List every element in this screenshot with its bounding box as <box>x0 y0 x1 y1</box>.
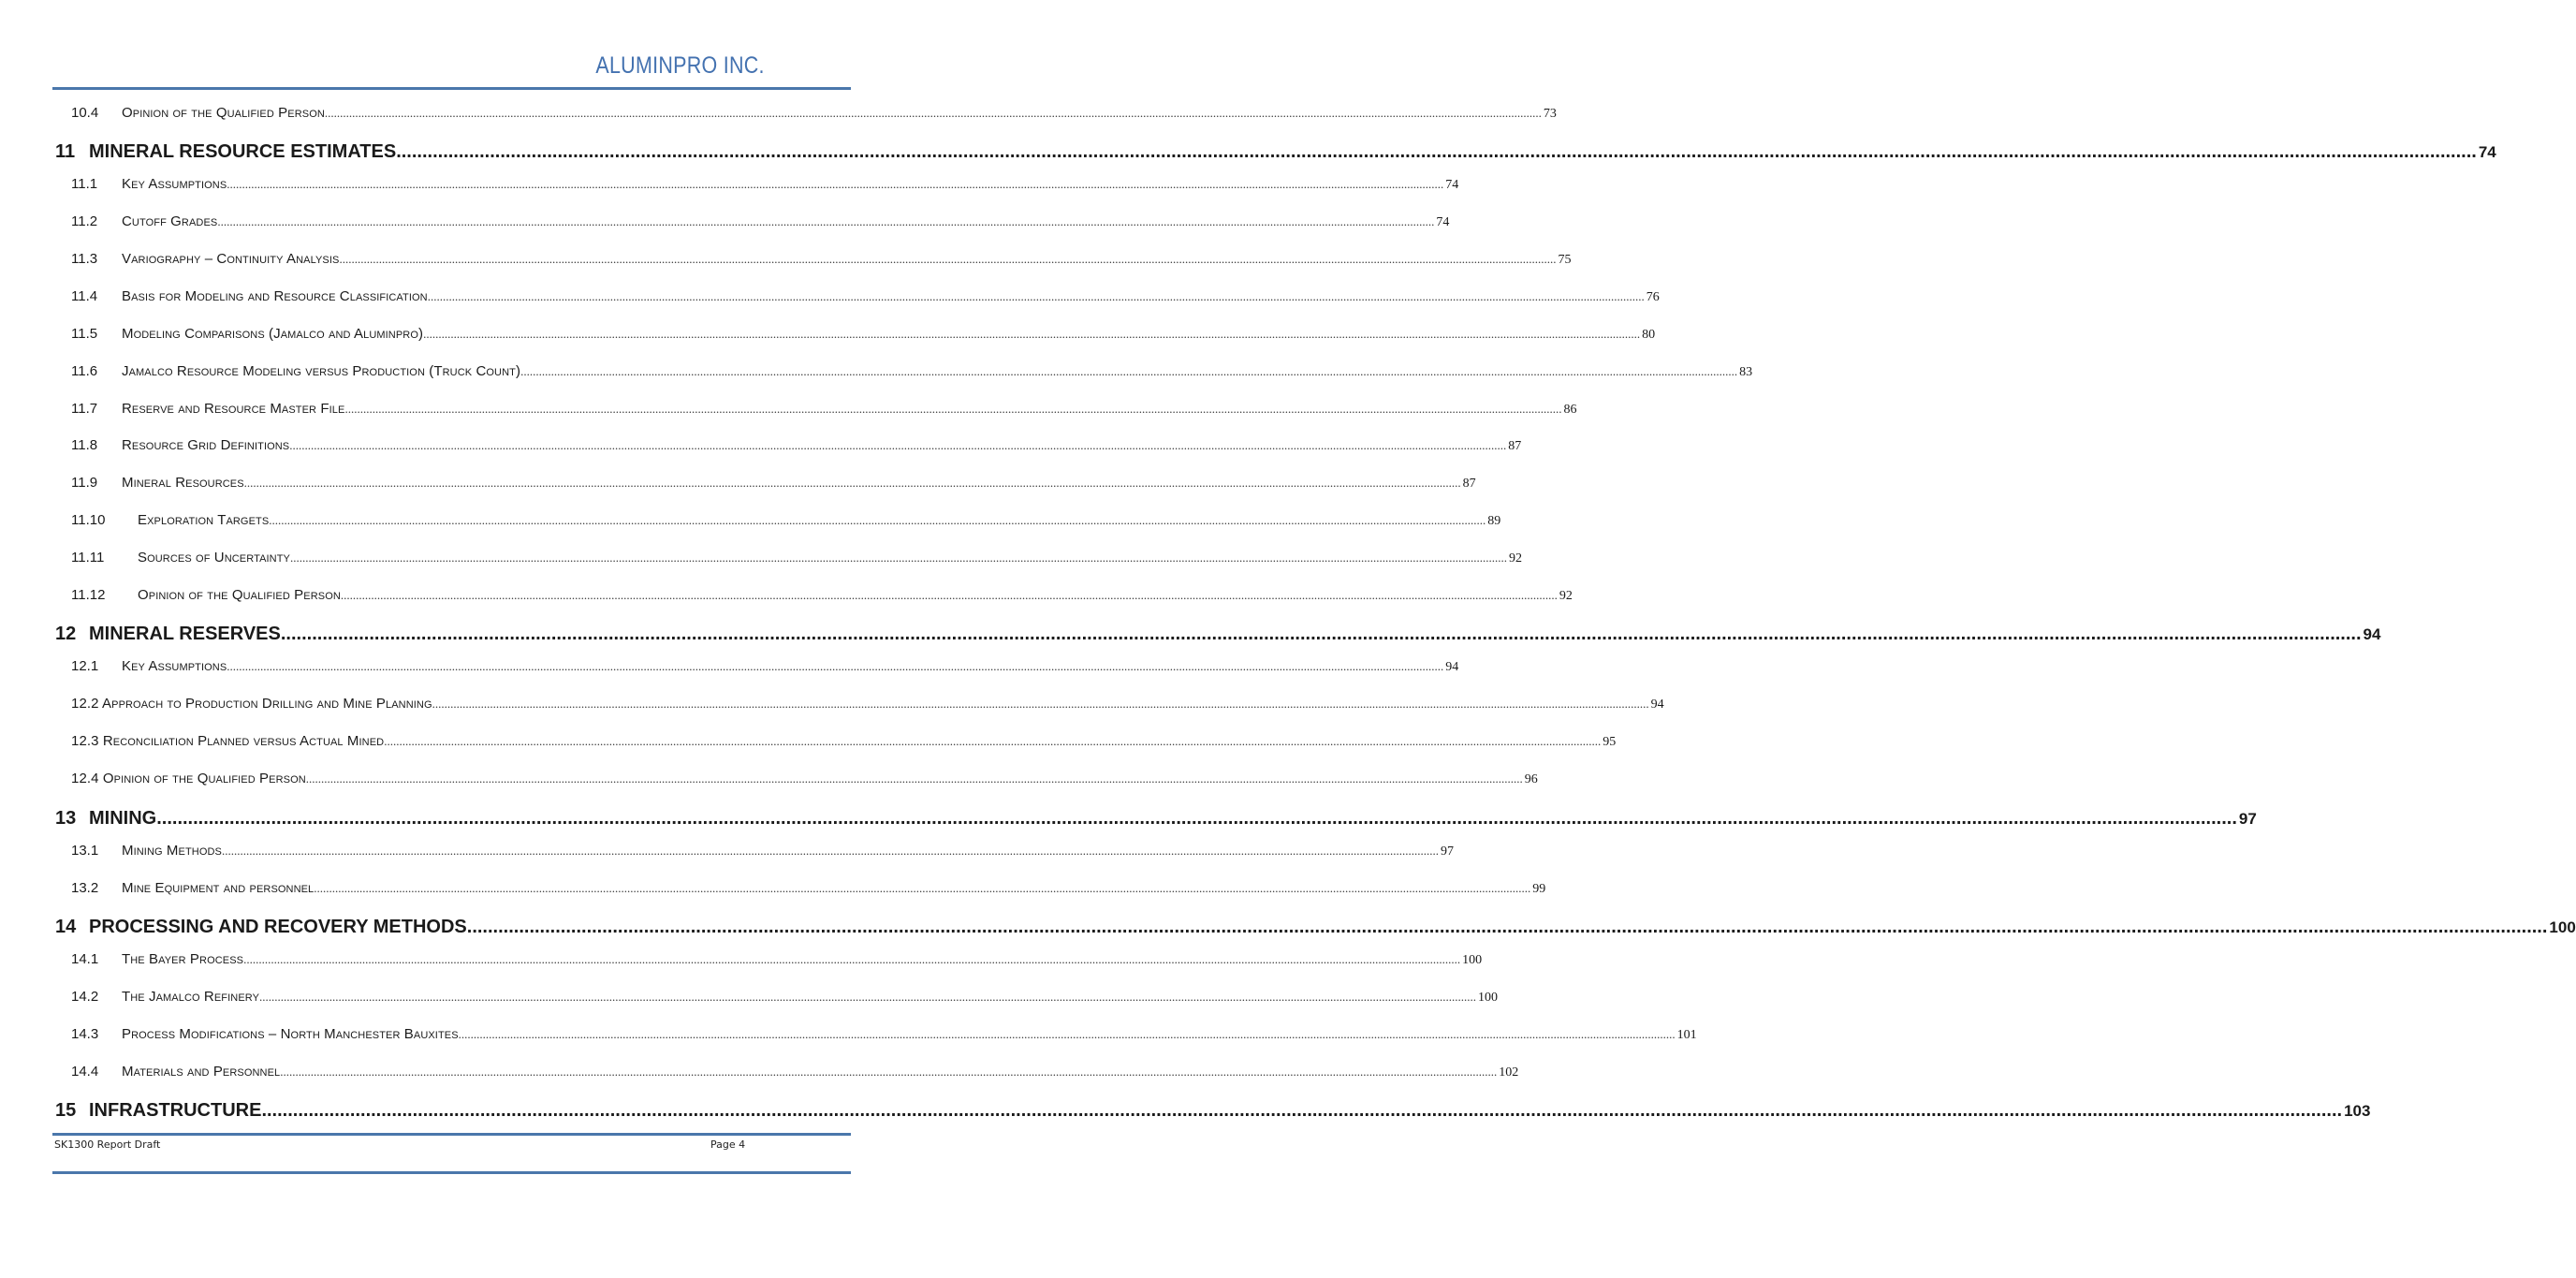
bottom-rule <box>52 1171 851 1174</box>
toc-page: 96 <box>1524 772 1538 786</box>
toc-title: 12.2 Approach to Production Drilling and Mine Planning <box>71 696 432 712</box>
toc-entry-12-1[interactable] <box>52 658 1459 681</box>
dot-leader: ................................................................................................................................................................................................................................................................................................................................................................................................................ <box>324 106 1542 120</box>
toc-title: Mine Equipment and personnel <box>122 880 315 896</box>
company-name: ALUMINPRO INC. <box>595 52 765 79</box>
toc-title: INFRASTRUCTURE <box>89 1100 262 1121</box>
toc-number: 11.6 <box>71 363 98 379</box>
toc-number: 14.1 <box>71 951 99 967</box>
toc-number: 15 <box>55 1100 77 1121</box>
toc-page: 102 <box>1499 1065 1519 1080</box>
toc-title: Mining Methods <box>122 843 222 859</box>
dot-leader: ................................................................................................................................................................................................................................................................................................................................................................................................................ <box>156 808 2237 829</box>
dot-leader: ................................................................................................................................................................................................................................................................................................................................................................................................................ <box>221 844 1439 858</box>
dot-leader: ................................................................................................................................................................................................................................................................................................................................................................................................................ <box>305 771 1523 786</box>
dot-leader: ................................................................................................................................................................................................................................................................................................................................................................................................................ <box>227 659 1444 673</box>
toc-page: 99 <box>1532 882 1546 896</box>
toc-entry-11-5[interactable] <box>52 326 1656 348</box>
toc-number: 11.9 <box>71 475 98 491</box>
toc-number: 11.3 <box>71 251 98 267</box>
toc-page: 103 <box>2344 1102 2371 1120</box>
toc-title: The Jamalco Refinery <box>122 989 260 1005</box>
toc-entry-10-4[interactable] <box>52 105 1557 127</box>
toc-entry-11-9[interactable] <box>52 475 1476 497</box>
toc-chapter-14[interactable] <box>52 917 2576 939</box>
toc-page: 80 <box>1642 328 1656 342</box>
toc-entry-11-11[interactable] <box>52 550 1522 572</box>
footer-rule <box>52 1133 851 1136</box>
toc-number: 13.2 <box>71 880 99 896</box>
toc-number: 11.11 <box>71 550 105 566</box>
toc-chapter-15[interactable] <box>52 1100 2371 1123</box>
dot-leader: ................................................................................................................................................................................................................................................................................................................................................................................................................ <box>269 513 1486 527</box>
toc-number: 10.4 <box>71 105 99 121</box>
toc-title: Key Assumptions <box>122 658 227 674</box>
dot-leader: ................................................................................................................................................................................................................................................................................................................................................................................................................ <box>289 551 1507 565</box>
toc-chapter-12[interactable] <box>52 624 2381 646</box>
toc-number: 11.1 <box>71 176 98 192</box>
toc-number: 14 <box>55 917 77 937</box>
toc-number: 14.4 <box>71 1064 99 1080</box>
toc-number: 14.2 <box>71 989 99 1005</box>
toc-entry-14-1[interactable] <box>52 951 1483 974</box>
toc-page: 74 <box>1445 178 1459 192</box>
toc-page: 76 <box>1646 290 1660 304</box>
toc-number: 11.8 <box>71 437 98 453</box>
toc-entry-11-7[interactable] <box>52 401 1577 423</box>
dot-leader: ................................................................................................................................................................................................................................................................................................................................................................................................................ <box>280 1065 1498 1079</box>
toc-entry-11-3[interactable] <box>52 251 1572 273</box>
toc-entry-11-10[interactable] <box>52 512 1501 535</box>
dot-leader: ................................................................................................................................................................................................................................................................................................................................................................................................................ <box>423 327 1641 341</box>
toc-number: 12.1 <box>71 658 99 674</box>
toc-title: Key Assumptions <box>122 176 227 192</box>
toc-page: 101 <box>1676 1028 1697 1042</box>
toc-entry-11-12[interactable] <box>52 587 1573 610</box>
toc-title: Reserve and Resource Master File <box>122 401 345 417</box>
dot-leader: ................................................................................................................................................................................................................................................................................................................................................................................................................ <box>396 141 2477 162</box>
toc-page: 92 <box>1508 551 1522 566</box>
toc-number: 11.12 <box>71 587 106 603</box>
toc-page: 87 <box>1508 439 1522 453</box>
toc-title: MINERAL RESOURCE ESTIMATES <box>89 141 397 162</box>
toc-number: 14.3 <box>71 1026 99 1042</box>
toc-title: Modeling Comparisons (Jamalco and Aluminpro) <box>122 326 424 342</box>
toc-page: 94 <box>1445 660 1459 674</box>
toc-title: MINERAL RESERVES <box>89 624 281 644</box>
toc-page: 83 <box>1739 365 1753 379</box>
toc-title: Sources of Uncertainty <box>138 550 290 566</box>
toc-page: 86 <box>1563 403 1577 417</box>
toc-chapter-13[interactable] <box>52 808 2257 830</box>
toc-entry-12-3[interactable] <box>52 733 1617 756</box>
toc-entry-13-2[interactable] <box>52 880 1546 903</box>
toc-title: Resource Grid Definitions <box>122 437 290 453</box>
toc-title: Opinion of the Qualified Person <box>138 587 341 603</box>
toc-title: The Bayer Process <box>122 951 244 967</box>
dot-leader: ................................................................................................................................................................................................................................................................................................................................................................................................................ <box>289 438 1507 452</box>
dot-leader: ................................................................................................................................................................................................................................................................................................................................................................................................................ <box>427 289 1645 303</box>
dot-leader: ................................................................................................................................................................................................................................................................................................................................................................................................................ <box>217 214 1435 228</box>
toc-page: 92 <box>1559 589 1573 603</box>
toc-entry-12-4[interactable] <box>52 771 1538 793</box>
toc-entry-14-4[interactable] <box>52 1064 1519 1086</box>
toc-number: 11.4 <box>71 288 98 304</box>
dot-leader: ................................................................................................................................................................................................................................................................................................................................................................................................................ <box>261 1100 2343 1121</box>
toc-page: 74 <box>2478 143 2496 161</box>
toc-title: MINING <box>89 808 157 829</box>
toc-number: 11.10 <box>71 512 106 528</box>
dot-leader: ................................................................................................................................................................................................................................................................................................................................................................................................................ <box>280 624 2362 644</box>
toc-number: 11 <box>55 141 76 162</box>
toc-page: 73 <box>1543 107 1557 121</box>
toc-page: 100 <box>1462 953 1483 967</box>
toc-title: Mineral Resources <box>122 475 244 491</box>
dot-leader: ................................................................................................................................................................................................................................................................................................................................................................................................................ <box>466 917 2548 937</box>
toc-title: Variography – Continuity Analysis <box>122 251 340 267</box>
header-rule <box>52 87 851 90</box>
toc-page: 74 <box>1436 215 1450 229</box>
toc-title: 12.3 Reconciliation Planned versus Actual Mined <box>71 733 385 749</box>
toc-entry-14-3[interactable] <box>52 1026 1697 1049</box>
toc-number: 12 <box>55 624 77 644</box>
toc-title: Opinion of the Qualified Person <box>122 105 325 121</box>
footer-document-name: SK1300 Report Draft <box>54 1138 161 1151</box>
toc-chapter-11[interactable] <box>52 141 2496 164</box>
toc-title: Process Modifications – North Manchester Bauxites <box>122 1026 459 1042</box>
toc-page: 94 <box>1650 698 1664 712</box>
toc-title: Materials and Personnel <box>122 1064 281 1080</box>
toc-number: 11.2 <box>71 213 98 229</box>
toc-title: PROCESSING AND RECOVERY METHODS <box>89 917 467 937</box>
dot-leader: ................................................................................................................................................................................................................................................................................................................................................................................................................ <box>227 177 1444 191</box>
toc-title: Cutoff Grades <box>122 213 218 229</box>
toc-page: 100 <box>2549 918 2576 936</box>
toc-entry-14-2[interactable] <box>52 989 1499 1011</box>
toc-page: 75 <box>1558 253 1572 267</box>
toc-page: 100 <box>1478 991 1499 1005</box>
toc-page: 87 <box>1462 477 1476 491</box>
toc-entry-13-1[interactable] <box>52 843 1454 865</box>
toc-entry-11-2[interactable] <box>52 213 1450 236</box>
dot-leader: ................................................................................................................................................................................................................................................................................................................................................................................................................ <box>520 364 1738 378</box>
toc-page: 89 <box>1487 514 1501 528</box>
toc-title: Basis for Modeling and Resource Classification <box>122 288 428 304</box>
dot-leader: ................................................................................................................................................................................................................................................................................................................................................................................................................ <box>243 476 1461 490</box>
toc-number: 13.1 <box>71 843 99 859</box>
toc-number: 11.7 <box>71 401 98 417</box>
toc-title: 12.4 Opinion of the Qualified Person <box>71 771 306 786</box>
dot-leader: ................................................................................................................................................................................................................................................................................................................................................................................................................ <box>243 952 1461 966</box>
footer-page-number: Page 4 <box>710 1138 746 1151</box>
toc-page: 94 <box>2363 625 2381 643</box>
toc-page: 97 <box>1440 845 1454 859</box>
toc-title: Jamalco Resource Modeling versus Production (Truck Count) <box>122 363 521 379</box>
dot-leader: ................................................................................................................................................................................................................................................................................................................................................................................................................ <box>458 1027 1676 1041</box>
dot-leader: ................................................................................................................................................................................................................................................................................................................................................................................................................ <box>339 252 1557 266</box>
toc-entry-11-6[interactable] <box>52 363 1753 386</box>
toc-number: 11.5 <box>71 326 98 342</box>
toc-number: 13 <box>55 808 77 829</box>
dot-leader: ................................................................................................................................................................................................................................................................................................................................................................................................................ <box>432 697 1649 711</box>
toc-entry-12-2[interactable] <box>52 696 1664 718</box>
dot-leader: ................................................................................................................................................................................................................................................................................................................................................................................................................ <box>344 402 1562 416</box>
dot-leader: ................................................................................................................................................................................................................................................................................................................................................................................................................ <box>340 588 1558 602</box>
dot-leader: ................................................................................................................................................................................................................................................................................................................................................................................................................ <box>384 734 1602 748</box>
toc-page: 95 <box>1603 735 1617 749</box>
toc-entry-11-8[interactable] <box>52 437 1522 460</box>
dot-leader: ................................................................................................................................................................................................................................................................................................................................................................................................................ <box>314 881 1531 895</box>
toc-title: Exploration Targets <box>138 512 270 528</box>
toc-entry-11-4[interactable] <box>52 288 1660 311</box>
toc-entry-11-1[interactable] <box>52 176 1459 198</box>
dot-leader: ................................................................................................................................................................................................................................................................................................................................................................................................................ <box>259 990 1477 1004</box>
toc-page: 97 <box>2238 810 2257 828</box>
